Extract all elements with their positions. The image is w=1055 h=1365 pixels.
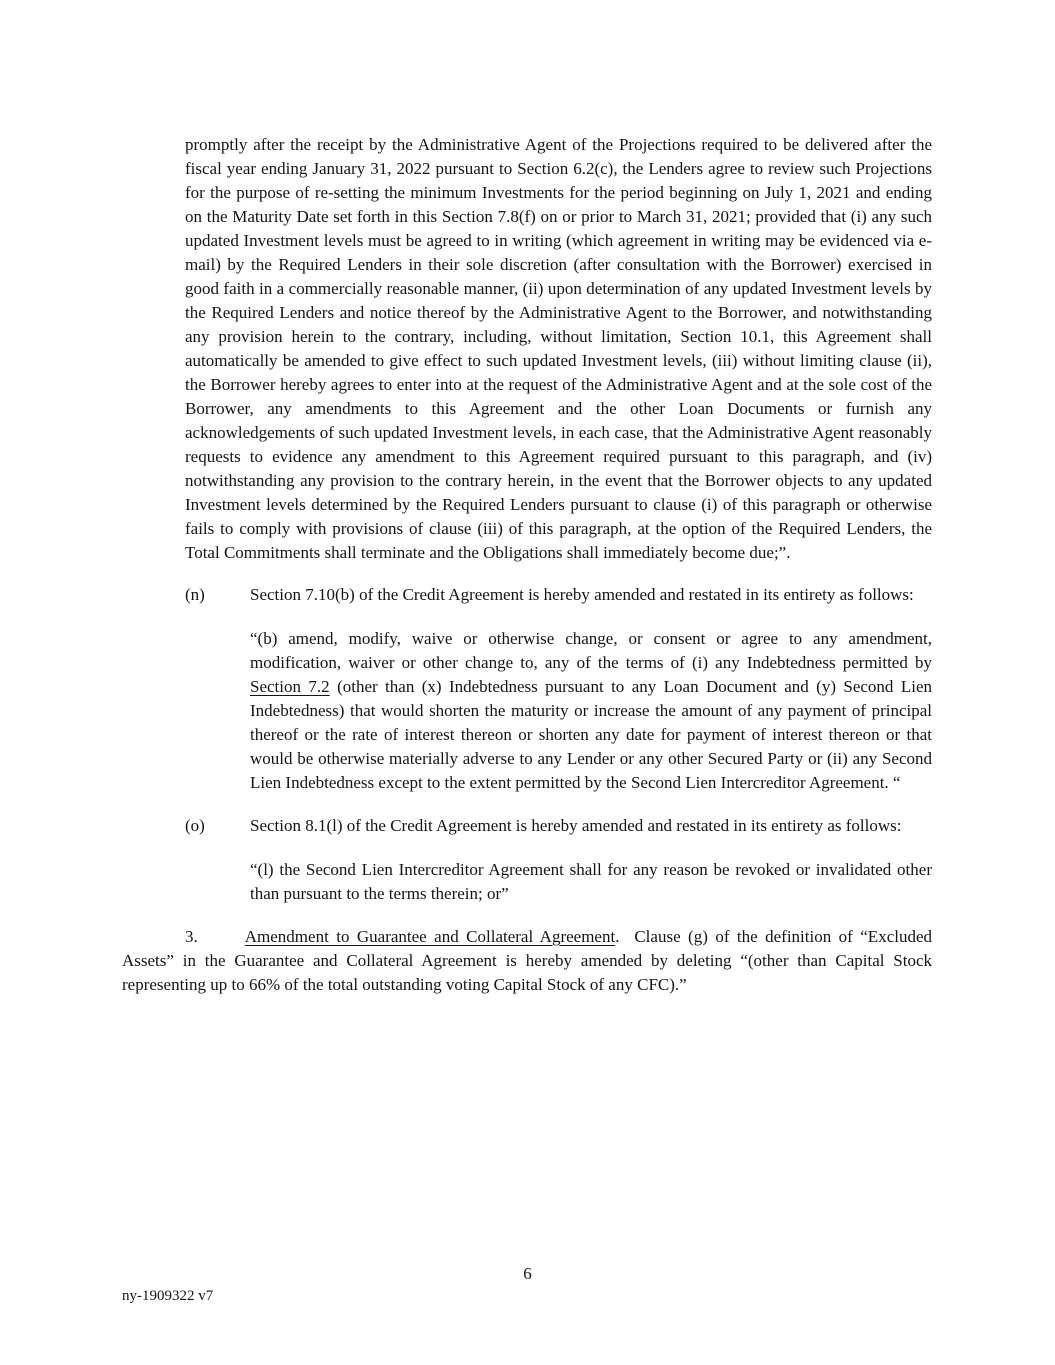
quoted-clause-b-post: (other than (x) Indebtedness pursuant to any Loan Document and (y) Second Lien Indebtedness) that would shorten the maturity or increase the amount of any payment of principal thereof or the rate of interest thereon or shorten any date for payment of interest thereon or that would be otherwise materially adverse to any Lender or any other Secured Party or (ii) any Second Lien Indebtedness except to the extent permitted by the Second Lien Intercreditor Agreement. “ xyxy=(250,677,932,792)
quoted-clause-l: “(l) the Second Lien Intercreditor Agreement shall for any reason be revoked or invalidated other than pursuant to the terms therein; or” xyxy=(250,860,932,903)
subsection-n-text: Section 7.10(b) of the Credit Agreement is hereby amended and restated in its entirety as follows: xyxy=(250,585,914,604)
paragraph-3 xyxy=(122,925,932,997)
paragraph-continuation: promptly after the receipt by the Administrative Agent of the Projections required to be delivered after the fiscal year ending January 31, 2022 pursuant to Section 6.2(c), the Lenders agree to review such Projections for the purpose of re-setting the minimum Investments for the period beginning on July 1, 2021 and ending on the Maturity Date set forth in this Section 7.8(f) on or prior to March 31, 2021; provided that (i) any such updated Investment levels must be agreed to in writing (which agreement in writing may be evidenced via e-mail) by the Required Lenders in their sole discretion (after consultation with the Borrower) exercised in good faith in a commercially reasonable manner, (ii) upon determination of any updated Investment levels by the Required Lenders and notice thereof by the Administrative Agent to the Borrower, and notwithstanding any provision herein to the contrary, including, without limitation, Section 10.1, this Agreement shall automatically be amended to give effect to such updated Investment levels, (iii) without limiting clause (ii), the Borrower hereby agrees to enter into at the request of the Administrative Agent and at the sole cost of the Borrower, any amendments to this Agreement and the other Loan Documents or furnish any acknowledgements of such updated Investment levels, in each case, that the Administrative Agent reasonably requests to evidence any amendment to this Agreement required pursuant to this paragraph, and (iv) notwithstanding any provision to the contrary herein, in the event that the Borrower objects to any updated Investment levels determined by the Required Lenders pursuant to clause (i) of this paragraph or otherwise fails to comply with provisions of clause (iii) of this paragraph, at the option of the Required Lenders, the Total Commitments shall terminate and the Obligations shall immediately become due;”. xyxy=(185,135,932,562)
subsection-o xyxy=(185,814,932,838)
subsection-n-label: (n) xyxy=(185,585,205,604)
section-7-2-reference: Section 7.2 xyxy=(250,677,330,696)
paragraph-3-text: . Clause (g) of the definition of “Excluded Assets” in the Guarantee and Collateral Agreement is hereby amended by deleting “(other than Capital Stock representing up to 66% of the total outstanding voting Capital Stock of any CFC).” xyxy=(122,927,933,994)
quoted-clause-b-pre: “(b) amend, modify, waive or otherwise change, or consent or agree to any amendment, modification, waiver or other change to, any of the terms of (i) any Indebtedness permitted by xyxy=(250,629,932,672)
subsection-n xyxy=(185,583,932,607)
document-body xyxy=(122,133,932,997)
document-id-footer: ny-1909322 v7 xyxy=(122,1288,214,1304)
paragraph-3-heading: Amendment to Guarantee and Collateral Agreement xyxy=(244,927,616,946)
subsection-o-label: (o) xyxy=(185,816,205,835)
page-number: 6 xyxy=(523,1264,532,1283)
quoted-clause-b xyxy=(250,627,932,795)
paragraph-3-number: 3. xyxy=(185,927,198,946)
subsection-o-text: Section 8.1(l) of the Credit Agreement is hereby amended and restated in its entirety as follows: xyxy=(250,816,902,835)
